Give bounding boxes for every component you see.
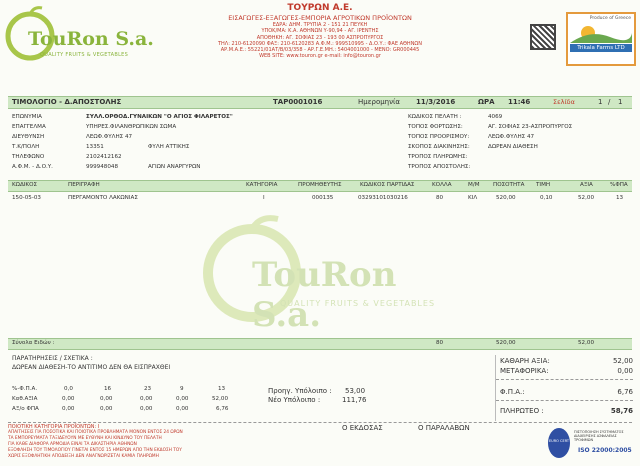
page-number: 1 bbox=[598, 98, 603, 106]
vat-cell: 9 bbox=[180, 386, 184, 392]
invoice-date: 11/3/2016 bbox=[416, 98, 456, 106]
shipping-label: ΤΟΠΟΣ ΠΡΟΟΡΙΣΜΟΥ: bbox=[408, 134, 470, 140]
col-category: ΚΑΤΗΓΟΡΙΑ bbox=[246, 182, 278, 188]
vat-value: 6,76 bbox=[617, 388, 633, 396]
table-row bbox=[8, 195, 632, 205]
customer-block bbox=[8, 112, 408, 176]
vat-cell: 0,00 bbox=[140, 406, 153, 412]
summary-divider bbox=[496, 379, 633, 380]
new-balance-label: Νέο Υπόλοιπο : bbox=[268, 396, 321, 404]
invoice-bar bbox=[8, 96, 632, 109]
customer-tax-office: ΑΓΙΩΝ ΑΝΑΡΓΥΡΩΝ bbox=[148, 164, 201, 170]
footnote: ΕΞΟΦΛΗΣΗ ΤΟΥ ΤΙΜΟΛΟΓΙΟΥ ΓΙΝΕΤΑΙ ΕΝΤΟΣ 15 ΗΜΕΡΩΝ ΑΠΟ ΤΗΝ ΕΚΔΟΣΗ ΤΟΥ bbox=[8, 448, 182, 453]
shipping-block bbox=[408, 112, 632, 176]
vat-cell: 0,00 bbox=[100, 406, 113, 412]
receiver-signature: Ο ΠΑΡΑΛΑΒΩΝ bbox=[418, 424, 470, 432]
col-quantity: ΠΟΣΟΤΗΤΑ bbox=[493, 182, 525, 188]
customer-phone: 2102412162 bbox=[86, 154, 122, 160]
customer-city: ΦΥΛΗ ΑΤΤΙΚΗΣ bbox=[148, 144, 190, 150]
vat-table bbox=[12, 386, 242, 416]
col-description: ΠΕΡΙΓΡΑΦΗ bbox=[68, 182, 100, 188]
company-line: ΤΗΛ: 210-6120090 ΦΑΞ: 210-6120283 Α.Φ.Μ.: 999510995 - Δ.Ο.Υ.: ΦΑΕ ΑΘΗΝΩΝ bbox=[217, 40, 422, 47]
badge-top: Produce of Greece bbox=[589, 16, 631, 21]
footnotes bbox=[8, 424, 238, 460]
footnote: ΠΟΙΟΤΙΚΗ ΚΑΤΗΓΟΡΙΑ ΠΡΟΪΟΝΤΩΝ: I bbox=[8, 424, 100, 430]
customer-label: ΕΠΩΝΥΜΙΑ bbox=[12, 114, 42, 120]
vat-cell: 0,00 bbox=[100, 396, 113, 402]
remarks-label: ΠΑΡΑΤΗΡΗΣΕΙΣ / ΣΧΕΤΙΚΑ : bbox=[12, 355, 93, 362]
page-total: 1 bbox=[618, 98, 623, 106]
vat-cell: 0,00 bbox=[176, 406, 189, 412]
vat-row-label: Καθ.ΑΞΙΑ bbox=[12, 396, 38, 402]
trikala-badge bbox=[566, 12, 636, 66]
summary-label: ΠΛΗΡΩΤΕΟ : bbox=[500, 407, 544, 415]
col-supplier: ΠΡΟΜΗΘΕΥΤΗΣ bbox=[298, 182, 342, 188]
item-unit: ΚΙΛ bbox=[468, 195, 478, 201]
invoice-time: 11:46 bbox=[508, 98, 531, 106]
customer-label: Α.Φ.Μ. - Δ.Ο.Υ. bbox=[12, 164, 53, 170]
new-balance: 111,76 bbox=[342, 396, 367, 404]
item-code: 150-05-03 bbox=[12, 195, 41, 201]
transport-value: 0,00 bbox=[617, 367, 633, 375]
items-header bbox=[8, 180, 632, 192]
vat-cell: 13 bbox=[218, 386, 226, 392]
company-line: ΑΠΟΘΗΚΗ: ΑΓ. ΣΟΦΙΑΣ 23 - 193 00 ΑΣΠΡΟΠΥΡΓΟΣ bbox=[256, 34, 384, 41]
vat-cell: 0,0 bbox=[64, 386, 73, 392]
item-packages: 80 bbox=[436, 195, 444, 201]
shipping-label: ΚΩΔΙΚΟΣ ΠΕΛΑΤΗ : bbox=[408, 114, 462, 120]
time-label: ΩΡΑ bbox=[478, 98, 495, 106]
totals-packages: 80 bbox=[436, 340, 444, 346]
issuer-signature: Ο ΕΚΔΟΣΑΣ bbox=[342, 424, 383, 432]
invoice-number: ΤΑΡ0001016 bbox=[273, 98, 323, 106]
summary-label: ΚΑΘΑΡΗ ΑΞΙΑ: bbox=[500, 357, 550, 365]
shipping-label: ΤΟΠΟΣ ΦΟΡΤΩΣΗΣ: bbox=[408, 124, 463, 130]
item-value: 52,00 bbox=[578, 195, 595, 201]
watermark-text: TouRon S.a. bbox=[252, 255, 397, 335]
eurocert-text: EURO CERT bbox=[548, 439, 570, 443]
item-quantity: 520,00 bbox=[496, 195, 516, 201]
badge-name: Trikala Farms LTD bbox=[570, 44, 632, 52]
customer-address: ΛΕΩΦ.ΦΥΛΗΣ 47 bbox=[86, 134, 133, 140]
cert-small: ΠΙΣΤΟΠΟΙΗΣΗ ΣΥΣΤΗΜΑΤΟΣ ΔΙΑΧΕΙΡΙΣΗΣ ΑΣΦΑΛΕΙΑΣ ΤΡΟΦΙΜΩΝ bbox=[574, 430, 624, 442]
footnote: ΑΠΑΙΤΗΣΕΙΣ ΓΙΑ ΠΟΣΟΤΙΚΑ ΚΑΙ ΠΟΙΟΤΙΚΑ ΠΡΟΒΛΗΜΑΤΑ ΜΟΝΟΝ ΕΝΤΟΣ 24 ΩΡΩΝ bbox=[8, 430, 183, 435]
company-header bbox=[175, 3, 465, 60]
sun-landscape-icon bbox=[570, 21, 632, 43]
customer-postcode: 13351 bbox=[86, 144, 104, 150]
vat-cell: 23 bbox=[144, 386, 152, 392]
shipment-purpose: ΔΩΡΕΑΝ ΔΙΑΘΕΣΗ bbox=[488, 144, 538, 150]
page-slash: / bbox=[608, 98, 611, 106]
remarks-text: ΔΩΡΕΑΝ ΔΙΑΘΕΣΗ-ΤΟ ΑΝΤΙΤΙΜΟ ΔΕΝ ΘΑ ΕΙΣΠΡΑΧΘΕΙ bbox=[12, 364, 171, 371]
totals-value: 52,00 bbox=[578, 340, 595, 346]
summary-label: Φ.Π.Α.: bbox=[500, 388, 525, 396]
payable-value: 58,76 bbox=[610, 407, 633, 415]
vat-row-label: ΑΞ/ο ΦΠΑ bbox=[12, 406, 39, 412]
vat-cell: 6,76 bbox=[216, 406, 229, 412]
prev-balance: 53,00 bbox=[345, 387, 366, 395]
qr-code-icon bbox=[530, 24, 556, 50]
vat-cell: 0,00 bbox=[62, 406, 75, 412]
totals-row bbox=[8, 338, 632, 350]
vat-cell: 0,00 bbox=[62, 396, 75, 402]
logo-tagline: QUALITY FRUITS & VEGETABLES bbox=[40, 52, 129, 58]
vat-cell: 0,00 bbox=[176, 396, 189, 402]
page-label: Σελίδα bbox=[553, 98, 575, 106]
col-price: ΤΙΜΗ bbox=[536, 182, 551, 188]
col-vat: %ΦΠΑ bbox=[610, 182, 628, 188]
watermark-tagline: QUALITY FRUITS & VEGETABLES bbox=[280, 299, 436, 308]
footer-divider bbox=[8, 422, 632, 423]
iso-label: ISO 22000:2005 bbox=[578, 447, 632, 454]
vat-cell: 16 bbox=[104, 386, 112, 392]
summary-label: ΜΕΤΑΦΟΡΙΚΑ: bbox=[500, 367, 549, 375]
prev-balance-label: Προηγ. Υπόλοιπο : bbox=[268, 387, 332, 395]
item-description: ΠΕΡΓΑΜΟΝΤΟ ΛΑΚΩΝΙΑΣ bbox=[68, 195, 138, 201]
item-batch: 03293101030216 bbox=[358, 195, 408, 201]
company-line: ΕΔΡΑ: ΔΗΜ. ΤΡΥΠΙΑ 2 - 151 21 ΠΕΥΚΗ bbox=[272, 22, 368, 28]
footnote: ΧΩΡΙΣ ΕΞΟΦΛΗΤΙΚΗ ΑΠΟΔΕΙΞΗ ΔΕΝ ΑΝΑΓΝΩΡΙΖΕΤΑΙ ΚΑΜΙΑ ΠΛΗΡΩΜΗ bbox=[8, 454, 159, 459]
company-line: WEB SITE: www.touron.gr e-mail: info@touron.gr bbox=[259, 53, 381, 60]
customer-name: ΣΥΛΛ.ΟΡΘΟΔ.ΓΥΝΑΙΚΩΝ "Ο ΑΓΙΟΣ ΦΙΛΑΡΕΤΟΣ" bbox=[86, 114, 233, 120]
col-packages: ΚΟΛΛΑ bbox=[432, 182, 452, 188]
item-price: 0,10 bbox=[540, 195, 553, 201]
customer-label: Τ.Κ/ΠΟΛΗ bbox=[12, 144, 40, 150]
eurocert-logo bbox=[548, 428, 570, 458]
footnote: ΓΙΑ ΚΑΘΕ ΔΙΑΦΟΡΑ ΑΡΜΟΔΙΑ ΕΙΝΑΙ ΤΑ ΔΙΚΑΣΤΗΡΙΑ ΑΘΗΝΩΝ bbox=[8, 442, 137, 447]
destination: ΛΕΩΦ.ΦΥΛΗΣ 47 bbox=[488, 134, 535, 140]
col-value: ΑΞΙΑ bbox=[580, 182, 593, 188]
vat-row-label: %-Φ.Π.Α. bbox=[12, 386, 38, 392]
vat-cell: 52,00 bbox=[212, 396, 229, 402]
date-label: Ημερομηνία bbox=[358, 98, 401, 106]
totals-quantity: 520,00 bbox=[496, 340, 516, 346]
item-category: I bbox=[263, 195, 265, 201]
summary-box bbox=[495, 355, 633, 421]
company-line: ΑΡ.Μ.Α.Ε.: 55221/01ΑΤ/Β/03/358 - ΑΡ.Γ.Ε.ΜΗ.: 5404001000 - ΜΕΝΟ: GR000445 bbox=[220, 47, 420, 54]
shipping-label: ΣΚΟΠΟΣ ΔΙΑΚΙΝΗΣΗΣ: bbox=[408, 144, 470, 150]
customer-label: ΕΠΑΓΓΕΛΜΑ bbox=[12, 124, 46, 130]
customer-label: ΤΗΛΕΦΩΝΟ bbox=[12, 154, 45, 160]
customer-code: 4069 bbox=[488, 114, 503, 120]
item-supplier: 000135 bbox=[312, 195, 334, 201]
footnote: ΤΑ ΕΜΠΟΡΕΥΜΑΤΑ ΤΑΞΙΔΕΥΟΥΝ ΜΕ ΕΥΘΥΝΗ ΚΑΙ ΚΙΝΔΥΝΟ ΤΟΥ ΠΕΛΑΤΗ bbox=[8, 436, 162, 441]
invoice-title: ΤΙΜΟΛΟΓΙΟ - Δ.ΑΠΟΣΤΟΛΗΣ bbox=[12, 98, 122, 106]
watermark bbox=[200, 215, 460, 335]
col-code: ΚΩΔΙΚΟΣ bbox=[12, 182, 38, 188]
company-logo bbox=[4, 6, 154, 68]
item-vat: 13 bbox=[616, 195, 624, 201]
customer-label: ΔΙΕΥΘΥΝΣΗ bbox=[12, 134, 45, 140]
customer-profession: ΥΠΗΡΕΣ.ΦΙΛΑΝΘΡΩΠΙΚΩΝ ΣΩΜΑ bbox=[86, 124, 177, 130]
company-name: ΤΟΥΡΩΝ Α.Ε. bbox=[287, 3, 353, 13]
summary-divider bbox=[496, 400, 633, 401]
shipping-label: ΤΡΟΠΟΣ ΑΠΟΣΤΟΛΗΣ: bbox=[408, 164, 471, 170]
col-batch: ΚΩΔΙΚΟΣ ΠΑΡΤΙΔΑΣ bbox=[360, 182, 415, 188]
company-line: ΥΠΟΚ/ΜΑ: Κ.Α. ΑΘΗΝΩΝ Υ-90,94 - ΑΓ. ΙΡΕΝΤΗΣ bbox=[261, 28, 379, 35]
shipping-label: ΤΡΟΠΟΣ ΠΛΗΡΩΜΗΣ: bbox=[408, 154, 468, 160]
customer-vat: 999948048 bbox=[86, 164, 119, 170]
net-value: 52,00 bbox=[612, 357, 633, 365]
company-activity: ΕΙΣΑΓΩΓΕΣ-ΕΞΑΓΩΓΕΣ-ΕΜΠΟΡΙΑ ΑΓΡΟΤΙΚΩΝ ΠΡΟΪΟΝΤΩΝ bbox=[228, 14, 412, 22]
totals-label: Σύνολα Ειδών : bbox=[12, 340, 55, 346]
logo-text: TouRon S.a. bbox=[28, 28, 154, 50]
col-unit: Μ/Μ bbox=[468, 182, 480, 188]
vat-cell: 0,00 bbox=[140, 396, 153, 402]
loading-place: ΑΓ. ΣΟΦΙΑΣ 23-ΑΣΠΡΟΠΥΡΓΟΣ bbox=[488, 124, 573, 130]
